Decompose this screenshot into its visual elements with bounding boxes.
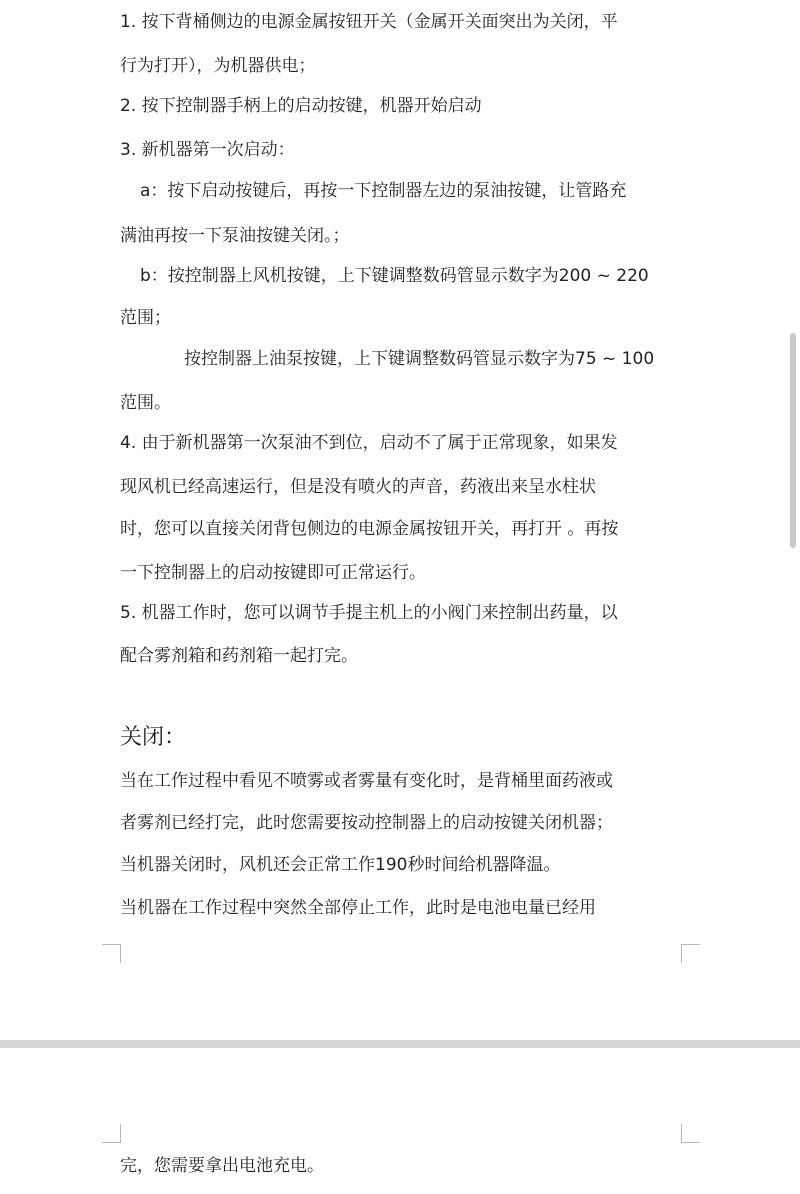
page2-line-1: 完，您需要拿出电池充电。	[120, 1156, 324, 1176]
page-separator	[0, 1040, 800, 1048]
section-heading-close: 关闭：	[120, 725, 187, 750]
close-line-3: 当机器关闭时，风机还会正常工作190秒时间给机器降温。	[120, 855, 561, 875]
step-1-line-1: 1. 按下背桶侧边的电源金属按钮开关（金属开关面突出为关闭，平	[120, 12, 618, 32]
document-page-2	[0, 1048, 800, 1194]
step-4-line-2: 现风机已经高速运行，但是没有喷火的声音，药液出来呈水柱状	[120, 477, 596, 497]
close-line-1: 当在工作过程中看见不喷雾或者雾量有变化时，是背桶里面药液或	[120, 771, 613, 791]
step-4-line-3: 时，您可以直接关闭背包侧边的电源金属按钮开关，再打开 。再按	[120, 519, 619, 539]
step-3a-line-2: 满油再按一下泵油按键关闭。；	[120, 226, 350, 246]
step-3b-line-2: 范围；	[120, 308, 171, 328]
step-3a-line-1: a：按下启动按键后，再按一下控制器左边的泵油按键，让管路充	[140, 181, 627, 201]
step-4-line-1: 4. 由于新机器第一次泵油不到位，启动不了属于正常现象，如果发	[120, 433, 618, 453]
page-corner-mark-top-right	[681, 1124, 700, 1143]
close-line-4: 当机器在工作过程中突然全部停止工作，此时是电池电量已经用	[120, 898, 596, 918]
page-corner-mark-bottom-right	[681, 944, 700, 963]
step-5-line-1: 5. 机器工作时，您可以调节手提主机上的小阀门来控制出药量，以	[120, 603, 618, 623]
page-corner-mark-bottom-left	[102, 944, 121, 963]
step-5-line-2: 配合雾剂箱和药剂箱一起打完。	[120, 646, 358, 666]
scrollbar-thumb[interactable]	[790, 333, 796, 548]
close-line-2: 者雾剂已经打完，此时您需要按动控制器上的启动按键关闭机器；	[120, 813, 613, 833]
step-3b-line-1: b：按控制器上风机按键，上下键调整数码管显示数字为200 ~ 220	[140, 266, 649, 286]
page-corner-mark-top-left	[102, 1124, 121, 1143]
step-3b-oil-line-2: 范围。	[120, 393, 171, 413]
step-4-line-4: 一下控制器上的启动按键即可正常运行。	[120, 563, 426, 583]
step-1-line-2: 行为打开），为机器供电；	[120, 56, 316, 76]
step-2-line: 2. 按下控制器手柄上的启动按键，机器开始启动	[120, 96, 482, 116]
step-3b-oil-line-1: 按控制器上油泵按键，上下键调整数码管显示数字为75 ~ 100	[184, 349, 655, 369]
step-3-line: 3. 新机器第一次启动：	[120, 140, 295, 160]
